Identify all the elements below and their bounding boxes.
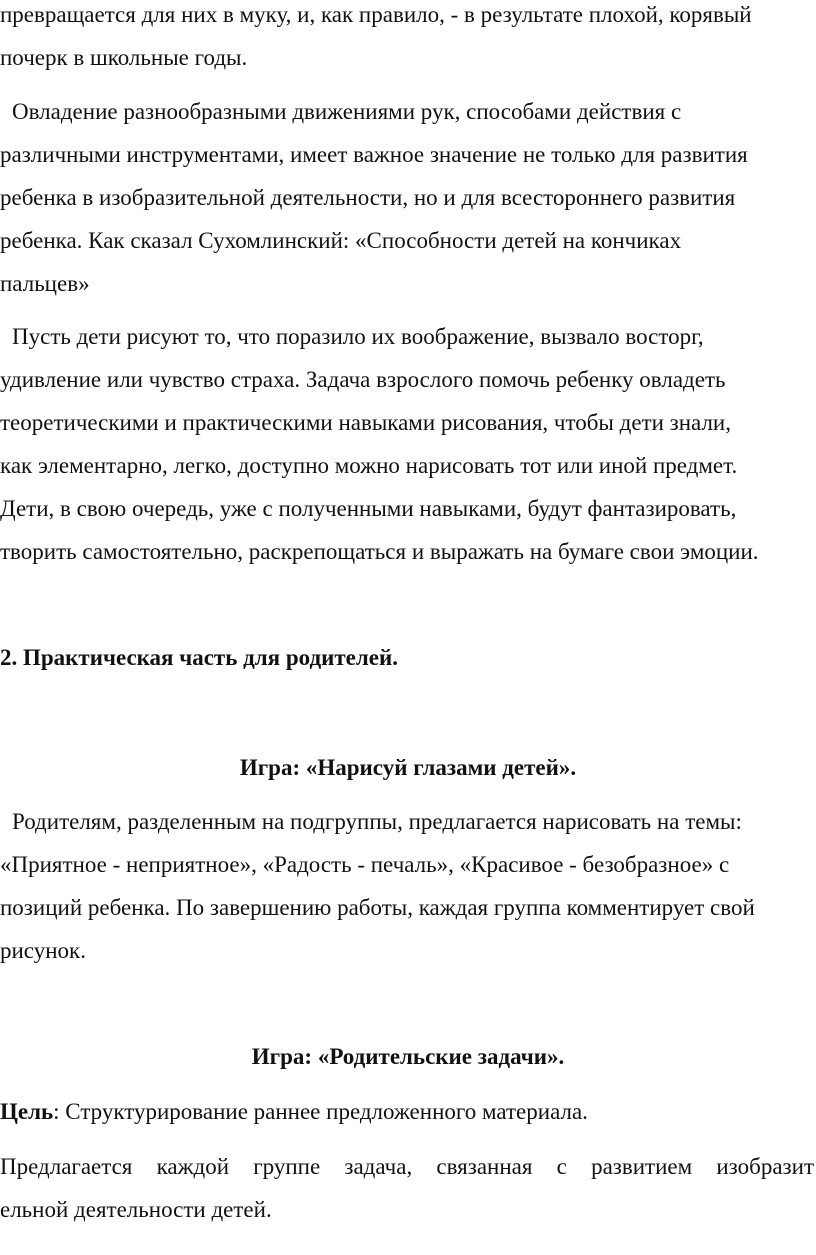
paragraph2-line-3: ребенка в изобразительной деятельности, но и для всестороннего развития [0,185,736,210]
offer-word: Предлагается [0,1154,133,1179]
paragraph2-line-5: пальцев» [0,271,90,296]
paragraph1-line-1: превращается для них в муку, и, как правило, - в результате плохой, корявый [0,2,752,27]
paragraph3-line-5: Дети, в свою очередь, уже с полученными навыками, будут фантазировать, [0,496,737,521]
goal-text: : Структурирование раннее предложенного материала. [53,1099,588,1124]
goal-label: Цель [0,1099,54,1124]
paragraph3-line-4: как элементарно, легко, доступно можно нарисовать тот или иной предмет. [0,453,738,478]
paragraph3-line-1: Пусть дети рисуют то, что поразило их воображение, вызвало восторг, [12,324,704,349]
offer-word: развитием [591,1154,693,1179]
game1-line-4: рисунок. [0,938,86,963]
offer-word: группе [253,1154,321,1179]
paragraph1-line-2: почерк в школьные годы. [0,45,248,70]
game1-line-2: «Приятное - неприятное», «Радость - печаль», «Красивое - безобразное» с [0,852,730,877]
paragraph2-line-2: различными инструментами, имеет важное значение не только для развития [0,142,748,167]
game2-title: Игра: «Родительские задачи». [251,1044,565,1069]
paragraph3-line-3: теоретическими и практическими навыками рисования, чтобы дети знали, [0,410,731,435]
paragraph3-line-2: удивление или чувство страха. Задача взрослого помочь ребенку овладеть [0,367,726,392]
offer-word: каждой [156,1154,230,1179]
game1-line-3: позиций ребенка. По завершению работы, каждая группа комментирует свой [0,895,755,920]
offer-word: изобразит [716,1154,814,1179]
game2-offer-last-line: ельной деятельности детей. [0,1197,272,1222]
offer-word: задача, [344,1154,413,1179]
game2-goal [0,1097,588,1127]
game2-offer-line [0,1152,814,1182]
offer-word: связанная [436,1154,533,1179]
game1-title: Игра: «Нарисуй глазами детей». [239,755,577,780]
paragraph2-line-4: ребенка. Как сказал Сухомлинский: «Способности детей на кончиках [0,228,682,253]
paragraph3-line-6: творить самостоятельно, раскрепощаться и выражать на бумаге свои эмоции. [0,539,759,564]
paragraph2-line-1: Овладение разнообразными движениями рук, способами действия с [12,99,682,124]
offer-word: с [556,1154,567,1179]
game1-line-1: Родителям, разделенным на подгруппы, предлагается нарисовать на темы: [12,809,742,834]
section2-heading: 2. Практическая часть для родителей. [0,645,399,670]
